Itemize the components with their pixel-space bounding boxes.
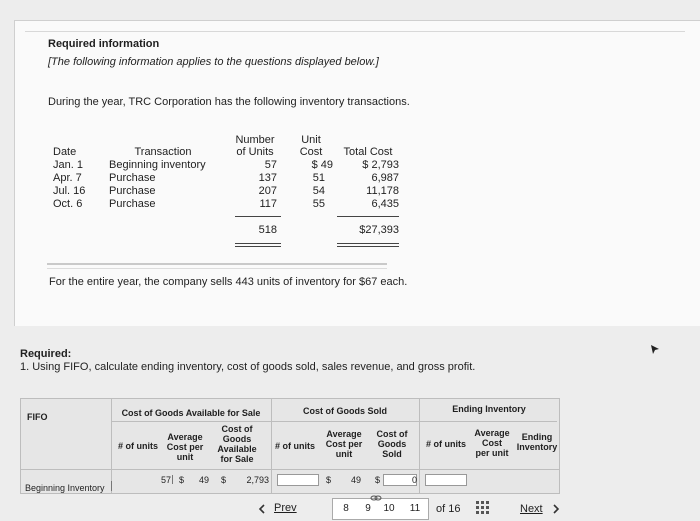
row-units: 207	[258, 185, 277, 197]
row-label-end-marker	[111, 481, 120, 491]
inventory-transactions-table	[53, 130, 399, 270]
col-avg-line1: Average	[167, 432, 203, 442]
header-total-cost: Total Cost	[343, 146, 393, 158]
row-units: 57	[264, 159, 277, 171]
chevron-left-icon[interactable]	[258, 504, 266, 514]
page-button-9[interactable]: 9	[355, 498, 382, 520]
col-avg-line2: Cost per	[166, 442, 204, 452]
page-button-11[interactable]: 11	[402, 498, 429, 520]
units-subtotal-rule	[235, 216, 281, 217]
mouse-cursor-icon	[650, 344, 660, 356]
beginning-inventory-label: Beginning Inventory	[25, 483, 105, 493]
information-note: [The following information applies to the questions displayed below.]	[48, 56, 379, 68]
group-sold-header: Cost of Goods Sold	[303, 406, 387, 416]
row-total-cost: 6,435	[371, 198, 399, 210]
avail-value-dollar: $	[221, 475, 227, 485]
fifo-worksheet-table	[20, 398, 560, 494]
col-ending-line2: Inventory	[516, 442, 558, 452]
row-date: Oct. 6	[53, 198, 83, 210]
col-cga-line1: Cost of	[221, 424, 253, 434]
units-double-rule-bottom	[235, 246, 281, 247]
sold-value-dollar: $	[375, 475, 381, 485]
header-units-line2: of Units	[236, 146, 274, 158]
ending-units-input[interactable]	[425, 474, 467, 486]
column-divider	[419, 399, 420, 493]
row-unit-cost: 54	[312, 185, 325, 197]
col-ending-line1: Ending	[521, 432, 553, 442]
col-end-avg-line3: per unit	[475, 448, 509, 458]
avail-units-value: 57	[160, 475, 171, 485]
col-cga-line4: for Sale	[220, 454, 254, 464]
col-sold-units-header: # of units	[275, 441, 315, 451]
intro-description: During the year, TRC Corporation has the following inventory transactions.	[48, 96, 410, 108]
link-icon	[370, 495, 382, 501]
row-unit-cost: 51	[312, 172, 325, 184]
col-units-header: # of units	[118, 441, 158, 451]
avail-cost-value: 49	[198, 475, 209, 485]
row-date: Jul. 16	[53, 185, 86, 197]
page-count-label: of 16	[436, 503, 461, 515]
col-sold-avg-line3: unit	[335, 449, 353, 459]
row-date: Apr. 7	[53, 172, 82, 184]
avail-cost-dollar: $	[179, 475, 185, 485]
required-information-title: Required information	[48, 38, 160, 50]
section-divider	[47, 263, 387, 265]
row-date: Jan. 1	[53, 159, 83, 171]
col-end-avg-line2: Cost	[482, 438, 502, 448]
group-header-rule	[111, 421, 557, 422]
header-cost-line2: Cost	[299, 146, 323, 158]
group-available-header: Cost of Goods Available for Sale	[121, 408, 261, 418]
next-button[interactable]: Next	[520, 503, 543, 515]
col-cgs-line2: Goods	[377, 439, 407, 449]
grid-menu-icon[interactable]	[476, 501, 489, 514]
sold-cost-dollar: $	[326, 475, 332, 485]
col-cga-line2: Goods	[222, 434, 252, 444]
header-transaction: Transaction	[134, 146, 192, 158]
method-label: FIFO	[27, 412, 48, 422]
col-sold-avg-line1: Average	[326, 429, 362, 439]
total-subtotal-rule	[337, 216, 399, 217]
ending-units-value: 0	[411, 475, 417, 485]
sold-units-input[interactable]	[277, 474, 319, 486]
total-double-rule-bottom	[337, 246, 399, 247]
col-end-avg-line1: Average	[474, 428, 510, 438]
column-divider	[111, 399, 112, 493]
row-total-cost: $ 2,793	[362, 159, 399, 171]
section-divider-secondary	[47, 268, 387, 269]
row-transaction: Purchase	[109, 185, 156, 197]
row-units: 117	[259, 198, 277, 210]
required-label: Required:	[20, 348, 72, 360]
row-total-cost: 6,987	[371, 172, 399, 184]
required-question: 1. Using FIFO, calculate ending inventory, cost of goods sold, sales revenue, and gross profit.	[20, 361, 476, 373]
chevron-right-icon[interactable]	[552, 504, 560, 514]
prev-button[interactable]: Prev	[274, 502, 297, 514]
header-date: Date	[53, 146, 77, 158]
header-cost-line1: Unit	[301, 134, 321, 146]
row-transaction: Purchase	[109, 172, 156, 184]
total-cost-sum: $27,393	[359, 224, 399, 236]
row-transaction: Beginning inventory	[109, 159, 206, 171]
avail-value: 2,793	[246, 475, 269, 485]
total-units: 518	[258, 224, 277, 236]
row-units: 137	[258, 172, 277, 184]
row-unit-cost: 55	[312, 198, 325, 210]
col-sold-avg-line2: Cost per	[325, 439, 363, 449]
sold-cost-value: 49	[350, 475, 361, 485]
col-cgs-line1: Cost of	[376, 429, 408, 439]
header-units-line1: Number	[235, 134, 275, 146]
col-end-units-header: # of units	[426, 439, 466, 449]
page-button-10[interactable]: 10	[376, 498, 403, 520]
row-transaction: Purchase	[109, 198, 156, 210]
sales-note: For the entire year, the company sells 443 units of inventory for $67 each.	[49, 276, 408, 288]
row-total-cost: 11,178	[366, 185, 399, 197]
col-cgs-line3: Sold	[382, 449, 402, 459]
col-avg-line3: unit	[176, 452, 194, 462]
group-ending-header: Ending Inventory	[452, 404, 526, 414]
units-double-rule-top	[235, 243, 281, 244]
header-body-rule	[21, 469, 559, 470]
total-double-rule-top	[337, 243, 399, 244]
units-input-marker	[172, 475, 176, 484]
card-top-rule	[25, 31, 685, 32]
row-unit-cost: $ 49	[311, 159, 333, 171]
question-card	[14, 20, 700, 326]
column-divider	[271, 399, 272, 493]
page-button-8[interactable]: 8	[332, 498, 360, 520]
col-cga-line3: Available	[217, 444, 257, 454]
pagination-bar	[0, 495, 700, 521]
